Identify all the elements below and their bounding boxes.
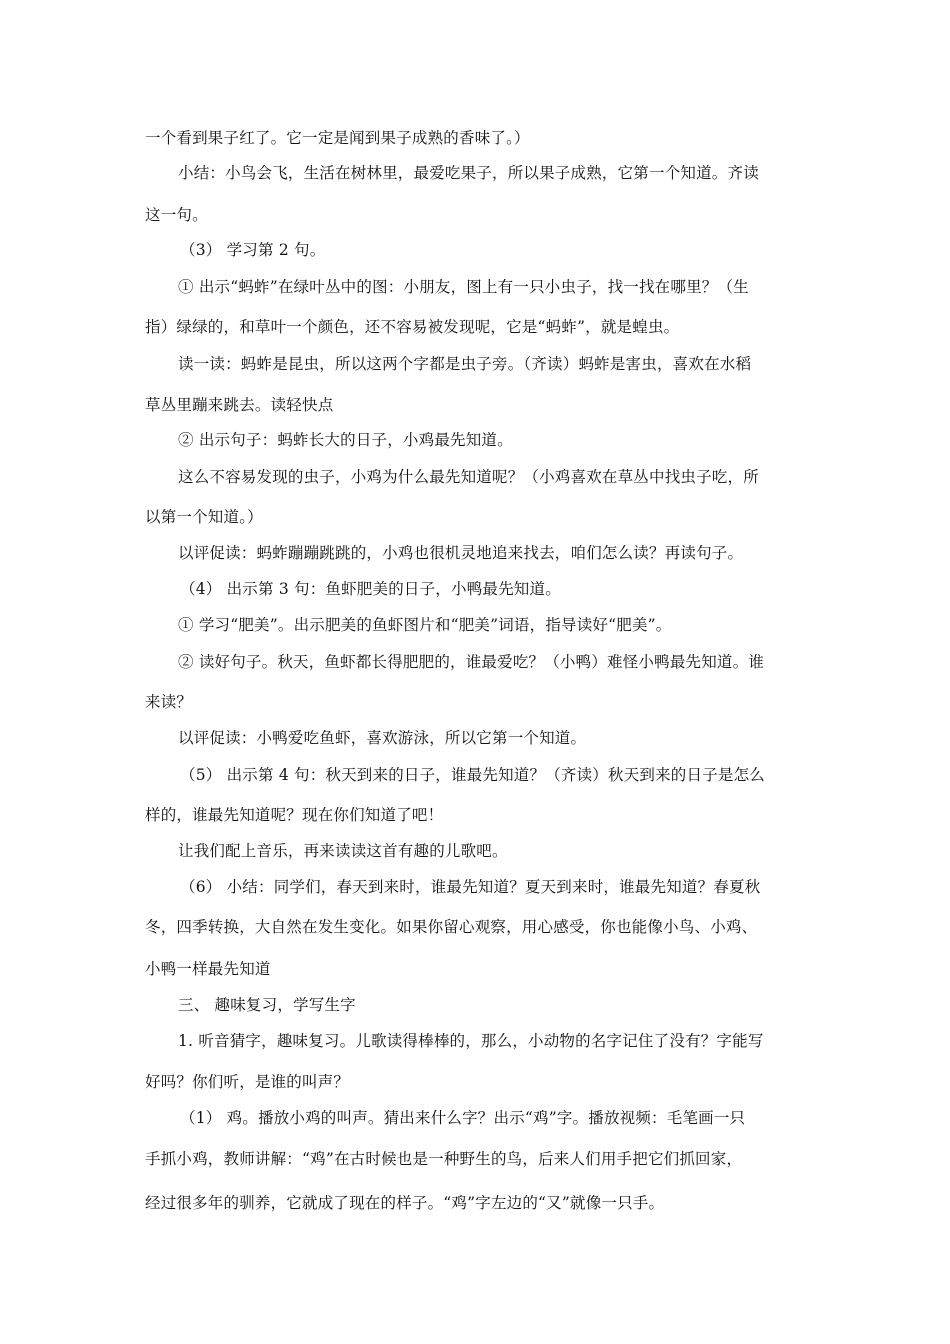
section-heading: 三、 趣味复习，学写生字 bbox=[178, 996, 356, 1014]
text-line: 1. 听音猜字，趣味复习。儿歌读得棒棒的，那么，小动物的名字记住了没有？字能写 bbox=[178, 1032, 764, 1050]
text-line: 让我们配上音乐，再来读读这首有趣的儿歌吧。 bbox=[178, 842, 508, 860]
text-line: （6） 小结：同学们，春天到来时，谁最先知道？夏天到来时，谁最先知道？春夏秋 bbox=[180, 878, 761, 896]
text-line: 草丛里蹦来跳去。读轻快点 bbox=[145, 396, 334, 414]
text-line: 指）绿绿的，和草叶一个颜色，还不容易被发现呢，它是“蚂蚱”，就是蝗虫。 bbox=[145, 318, 680, 336]
text-line: 以评促读：蚂蚱蹦蹦跳跳的，小鸡也很机灵地追来找去，咱们怎么读？再读句子。 bbox=[178, 544, 744, 562]
text-line: 来读？ bbox=[145, 693, 193, 711]
text-line: 冬，四季转换，大自然在发生变化。如果你留心观察，用心感受，你也能像小鸟、小鸡、 bbox=[145, 918, 758, 936]
text-line: 经过很多年的驯养，它就成了现在的样子。“鸡”字左边的“又”就像一只手。 bbox=[145, 1194, 665, 1212]
text-line: 小结：小鸟会飞，生活在树林里，最爱吃果子，所以果子成熟，它第一个知道。齐读 bbox=[178, 164, 759, 182]
text-line: 好吗？你们听，是谁的叫声？ bbox=[145, 1073, 350, 1091]
text-line: （5） 出示第 4 句：秋天到来的日子，谁最先知道？（齐读）秋天到来的日子是怎么 bbox=[180, 766, 766, 784]
text-line: 手抓小鸡，教师讲解：“鸡”在古时候也是一种野生的鸟，后来人们用手把它们抓回家， bbox=[145, 1150, 743, 1168]
text-line: （3） 学习第 2 句。 bbox=[180, 241, 326, 259]
text-line: （1） 鸡。播放小鸡的叫声。猜出来什么字？出示“鸡”字。播放视频：毛笔画一只 bbox=[180, 1109, 746, 1127]
text-line: 读一读：蚂蚱是昆虫，所以这两个字都是虫子旁。（齐读）蚂蚱是害虫，喜欢在水稻 bbox=[178, 355, 752, 373]
text-line: 样的，谁最先知道呢？现在你们知道了吧！ bbox=[145, 806, 444, 824]
text-line: 以评促读：小鸭爱吃鱼虾，喜欢游泳，所以它第一个知道。 bbox=[178, 729, 587, 747]
text-line: ② 读好句子。秋天，鱼虾都长得肥肥的，谁最爱吃？（小鸭）难怪小鸭最先知道。谁 bbox=[178, 653, 765, 671]
text-line: 以第一个知道。） bbox=[145, 508, 263, 526]
text-line: ② 出示句子：蚂蚱长大的日子，小鸡最先知道。 bbox=[178, 431, 513, 449]
text-line: （4） 出示第 3 句：鱼虾肥美的日子，小鸭最先知道。 bbox=[180, 580, 561, 598]
text-line: ① 出示“蚂蚱”在绿叶丛中的图：小朋友，图上有一只小虫子，找一找在哪里？（生 bbox=[178, 278, 749, 296]
text-line: 这么不容易发现的虫子，小鸡为什么最先知道呢？（小鸡喜欢在草丛中找虫子吃，所 bbox=[178, 468, 759, 486]
text-line: ① 学习“肥美”。出示肥美的鱼虾图片和“肥美”词语，指导读好“肥美”。 bbox=[178, 616, 672, 634]
text-line: 小鸭一样最先知道 bbox=[145, 960, 271, 978]
text-line: 一个看到果子红了。它一定是闻到果子成熟的香味了。） bbox=[145, 129, 530, 147]
text-line: 这一句。 bbox=[145, 206, 208, 224]
